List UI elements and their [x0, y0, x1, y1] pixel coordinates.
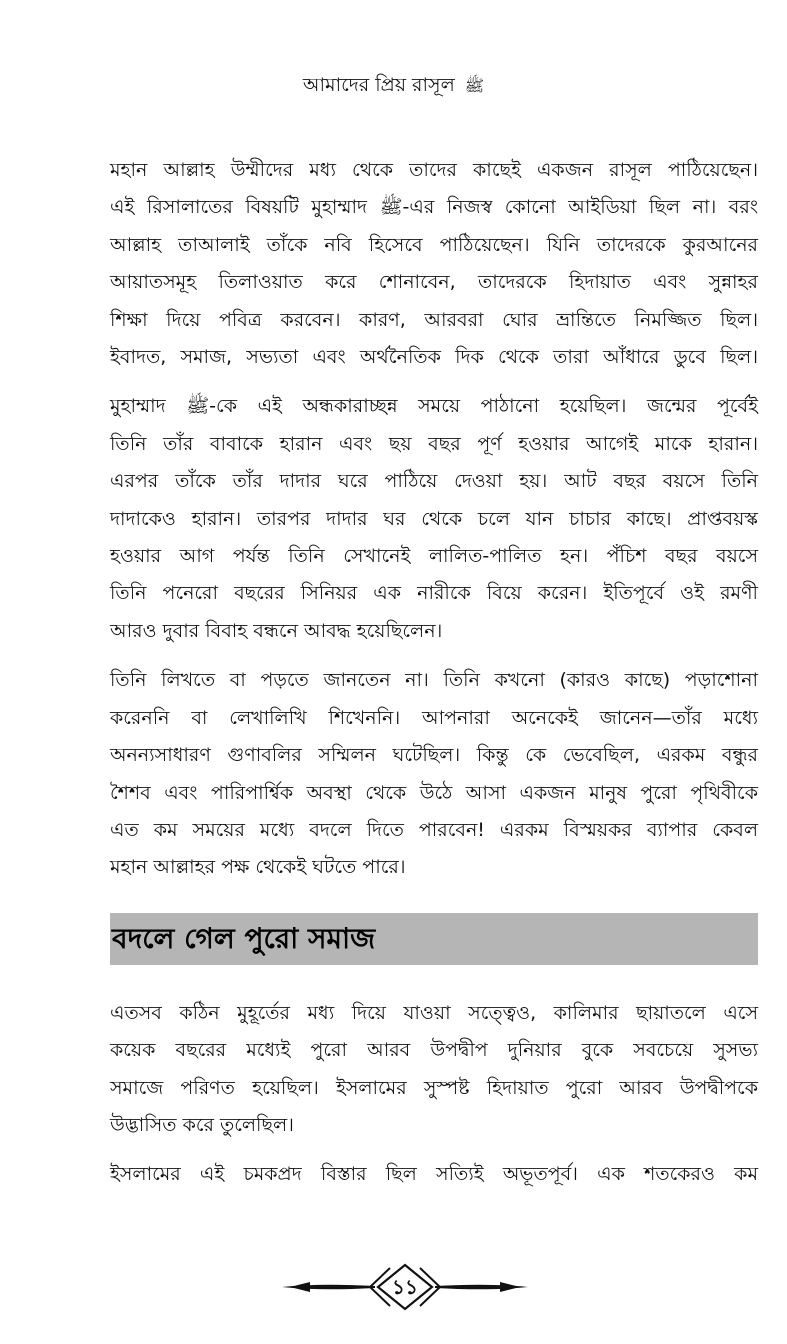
honorific-seal: ﷺ: [464, 75, 485, 95]
text-line: মহান আল্লাহ উম্মীদের মধ্য থেকে তাদের কাছেই একজন রাসূল পাঠিয়েছেন।: [110, 159, 758, 181]
text-line: মুহাম্মাদ ﷺ-কে এই অন্ধকারাচ্ছন্ন সময়ে পাঠানো হয়েছিল। জন্মের পূর্বেই: [110, 395, 758, 418]
running-header-title: আমাদের প্রিয় রাসূল: [302, 74, 455, 96]
page-number-ornament: [280, 1262, 530, 1312]
text-line: আরও দুবার বিবাহ বন্ধনে আবদ্ধ হয়েছিলেন।: [110, 619, 443, 642]
text-line: এই রিসালাতের বিষয়টি মুহাম্মাদ ﷺ-এর নিজস্ব কোনো আইডিয়া ছিল না। বরং: [110, 196, 758, 219]
text-line: হওয়ার আগ পর্যন্ত তিনি সেখানেই লালিত-পালিত হন। পঁচিশ বছর বয়সে: [110, 545, 758, 568]
text-line: এতসব কঠিন মুহূর্তের মধ্য দিয়ে যাওয়া সত্ত্বেও, কালিমার ছায়াতলে এসে: [110, 1001, 758, 1024]
running-header: [0, 70, 787, 101]
paragraph: [110, 388, 758, 650]
paragraph: [110, 662, 758, 886]
page-body: [110, 152, 758, 1206]
text-line: সমাজে পরিণত হয়েছিল। ইসলামের সুস্পষ্ট হিদায়াত পুরো আরব উপদ্বীপকে: [110, 1076, 758, 1099]
text-line: মহান আল্লাহর পক্ষ থেকেই ঘটতে পারে।: [110, 856, 406, 879]
text-line: তিনি পনেরো বছরের সিনিয়র এক নারীকে বিয়ে করেন। ইতিপূর্বে ওই রমণী: [110, 582, 758, 605]
text-line: আল্লাহ তাআলাই তাঁকে নবি হিসেবে পাঠিয়েছেন। যিনি তাদেরকে কুরআনের: [110, 233, 758, 256]
text-line: শিক্ষা দিয়ে পবিত্র করবেন। কারণ, আরবরা ঘোর ভ্রান্তিতে নিমজ্জিত ছিল।: [110, 308, 758, 331]
text-line: এত কম সময়ের মধ্যে বদলে দিতে পারবেন! এরকম বিস্ময়কর ব্যাপার কেবল: [110, 818, 758, 841]
text-line: কয়েক বছরের মধ্যেই পুরো আরব উপদ্বীপ দুনিয়ার বুকে সবচেয়ে সুসভ্য: [110, 1039, 758, 1062]
section-heading-text: বদলে গেল পুরো সমাজ: [112, 921, 376, 955]
paragraph: [110, 152, 758, 376]
text-line: তিনি তাঁর বাবাকে হারান এবং ছয় বছর পূর্ণ হওয়ার আগেই মাকে হারান।: [110, 432, 758, 455]
text-line: এরপর তাঁকে তাঁর দাদার ঘরে পাঠিয়ে দেওয়া হয়। আট বছর বয়সে তিনি: [110, 470, 758, 493]
text-line: উদ্ভাসিত করে তুলেছিল।: [110, 1113, 294, 1136]
text-line: দাদাকেও হারান। তারপর দাদার ঘর থেকে চলে যান চাচার কাছে। প্রাপ্তবয়স্ক: [110, 507, 758, 530]
text-line: ইসলামের এই চমকপ্রদ বিস্তার ছিল সত্যিই অভূতপূর্ব। এক শতকেরও কম: [110, 1163, 758, 1186]
text-line: ইবাদত, সমাজ, সভ্যতা এবং অর্থনৈতিক দিক থেকে তারা আঁধারে ডুবে ছিল।: [110, 346, 758, 369]
text-line: করেননি বা লেখালিখি শিখেননি। আপনারা অনেকেই জানেন—তাঁর মধ্যে: [110, 706, 758, 729]
page-number: ১১: [392, 1275, 418, 1299]
section-heading: [110, 913, 758, 965]
text-line: তিনি লিখতে বা পড়তে জানতেন না। তিনি কখনো (কারও কাছে) পড়াশোনা: [110, 669, 758, 692]
paragraph: [110, 1156, 758, 1193]
text-line: আয়াতসমূহ তিলাওয়াত করে শোনাবেন, তাদেরকে হিদায়াত এবং সুন্নাহর: [110, 271, 758, 294]
text-line: অনন্যসাধারণ গুণাবলির সম্মিলন ঘটেছিল। কিন্তু কে ভেবেছিল, এরকম বন্ধুর: [110, 744, 758, 767]
text-line: শৈশব এবং পারিপার্শ্বিক অবস্থা থেকে উঠে আসা একজন মানুষ পুরো পৃথিবীকে: [110, 781, 758, 804]
paragraph: [110, 995, 758, 1145]
